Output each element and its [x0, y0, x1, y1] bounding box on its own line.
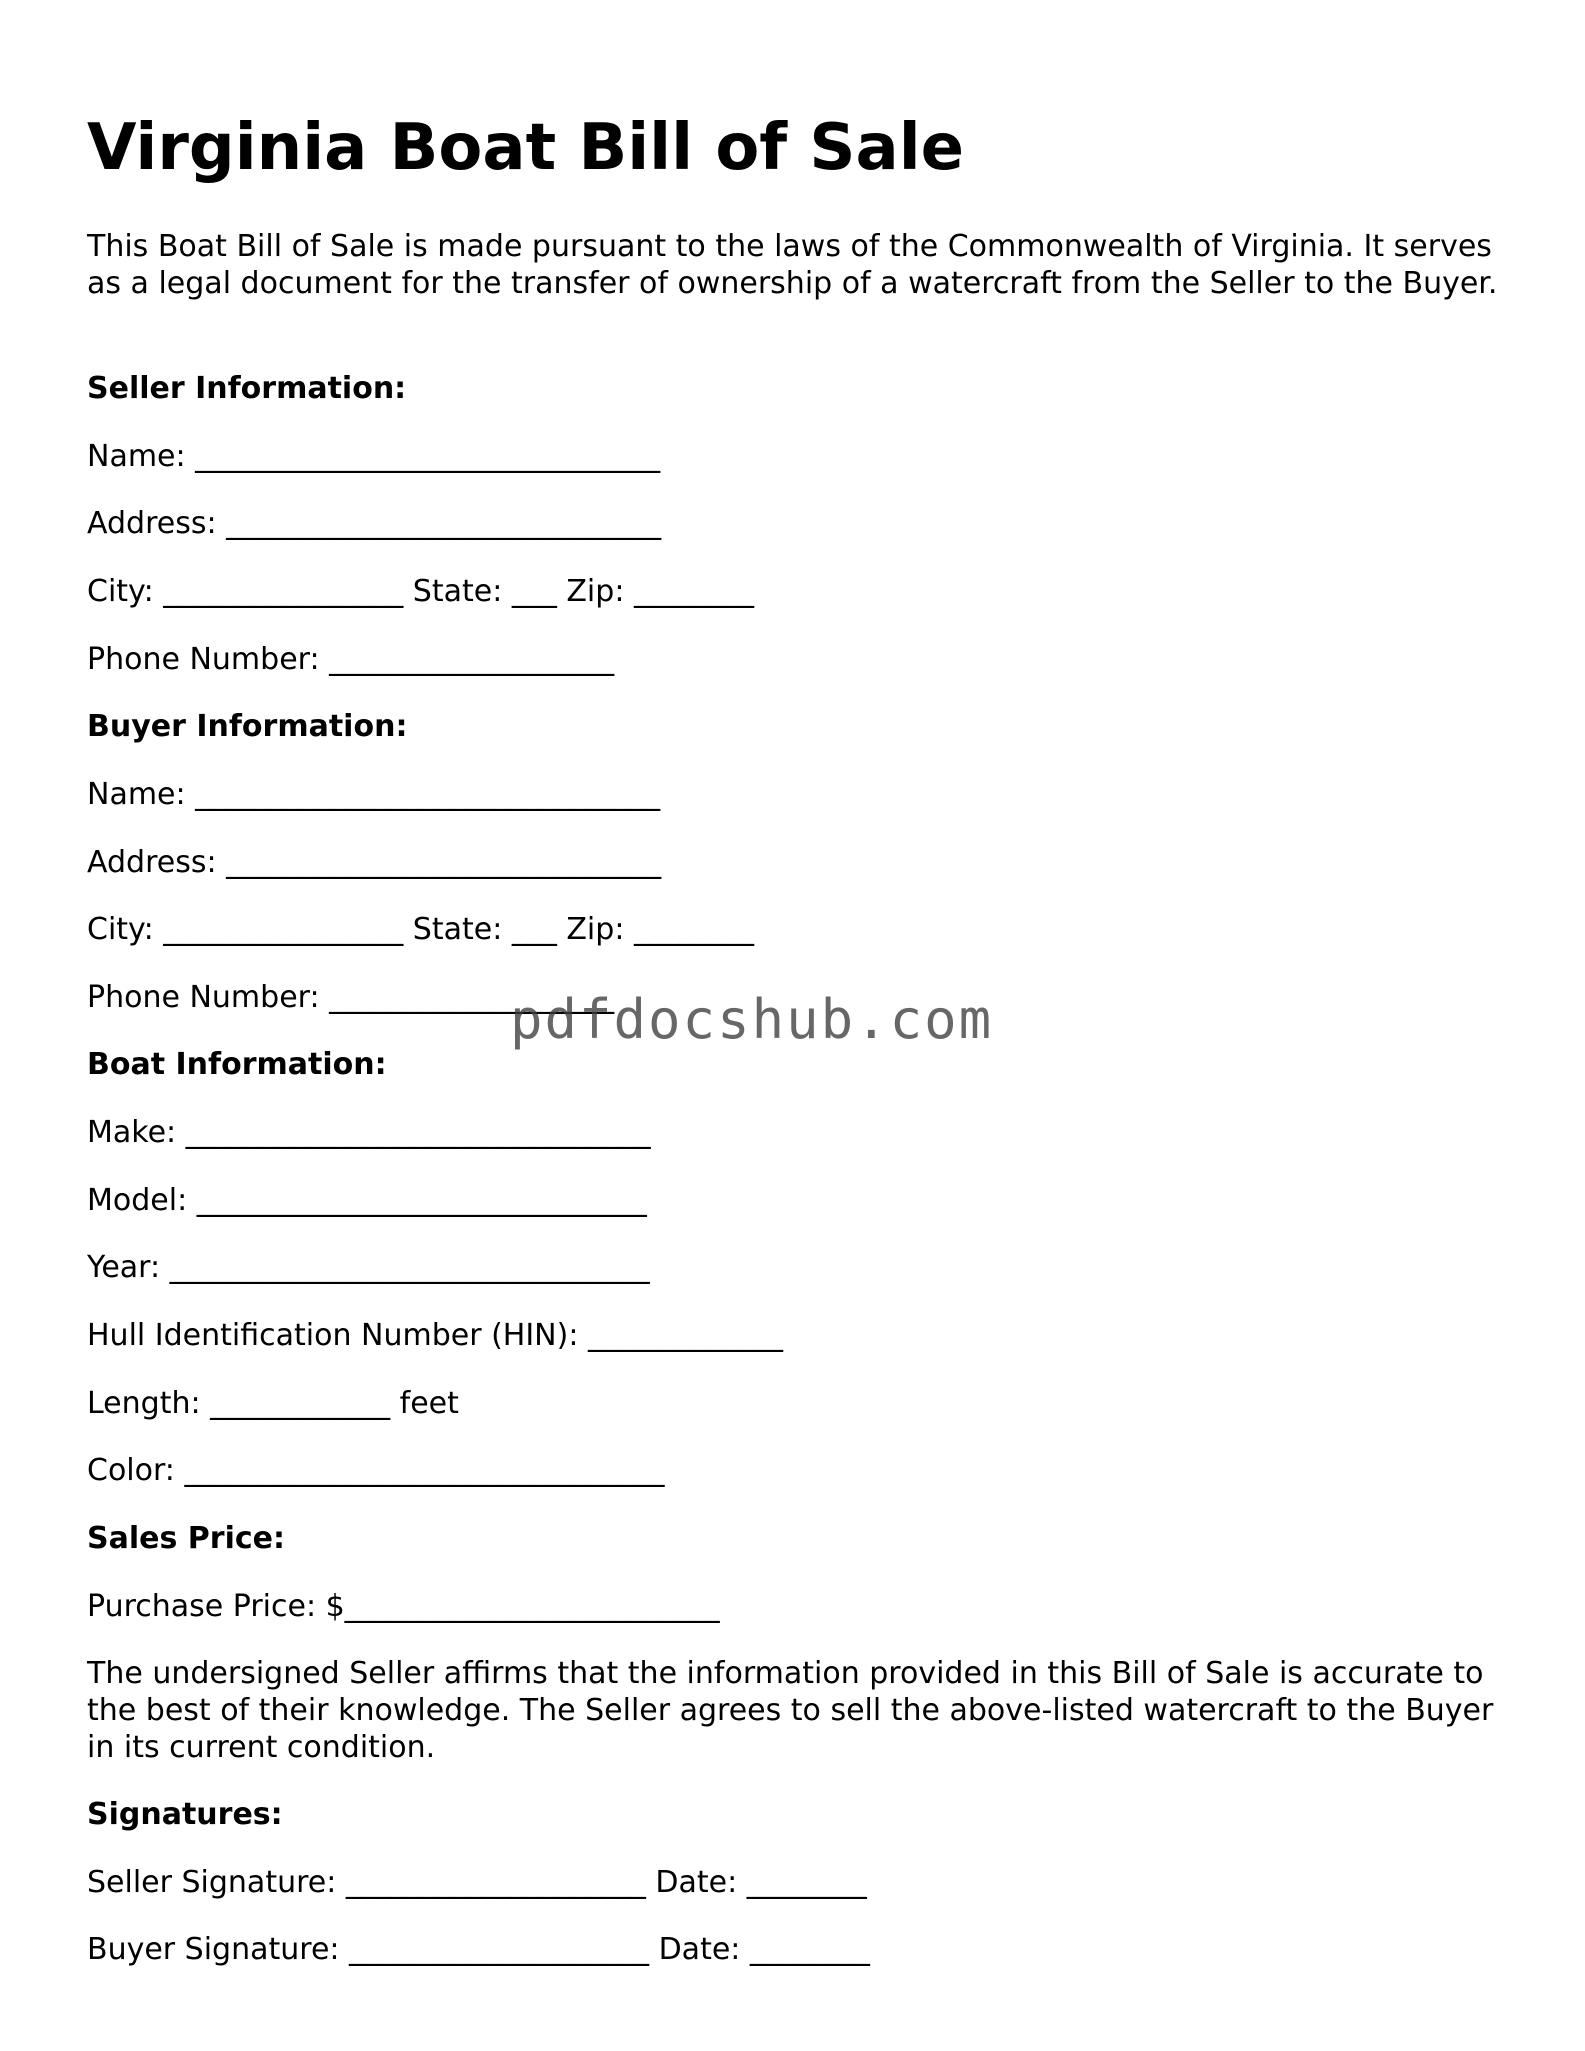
seller-name-field[interactable]: Name: _______________________________: [87, 439, 661, 474]
boat-length-field[interactable]: Length: ____________ feet: [87, 1386, 459, 1421]
seller-city-state-zip-field[interactable]: City: ________________ State: ___ Zip: ________: [87, 574, 754, 609]
buyer-name-field[interactable]: Name: _______________________________: [87, 777, 661, 812]
buyer-section-heading: Buyer Information:: [87, 709, 408, 744]
purchase-price-field[interactable]: Purchase Price: $_________________________: [87, 1589, 720, 1624]
seller-section-heading: Seller Information:: [87, 371, 407, 406]
buyer-address-field[interactable]: Address: _____________________________: [87, 845, 662, 880]
seller-address-field[interactable]: Address: _____________________________: [87, 506, 662, 541]
boat-hin-field[interactable]: Hull Identification Number (HIN): _____________: [87, 1318, 783, 1353]
buyer-signature-field[interactable]: Buyer Signature: ____________________ Date: ________: [87, 1932, 870, 1967]
boat-year-field[interactable]: Year: ________________________________: [87, 1250, 650, 1285]
intro-paragraph: This Boat Bill of Sale is made pursuant to the laws of the Commonwealth of Virginia. It serves as a legal document for the transfer of ownership of a watercraft from the Seller to the Buyer.: [87, 229, 1498, 301]
boat-section-heading: Boat Information:: [87, 1047, 387, 1082]
signatures-section-heading: Signatures:: [87, 1797, 283, 1832]
buyer-city-state-zip-field[interactable]: City: ________________ State: ___ Zip: ________: [87, 912, 754, 947]
seller-phone-field[interactable]: Phone Number: ___________________: [87, 642, 615, 677]
watermark: pdfdocshub.com: [510, 988, 994, 1051]
document-title: Virginia Boat Bill of Sale: [87, 111, 965, 185]
sales-section-heading: Sales Price:: [87, 1521, 285, 1556]
seller-signature-field[interactable]: Seller Signature: ____________________ Date: ________: [87, 1865, 867, 1900]
boat-make-field[interactable]: Make: _______________________________: [87, 1115, 651, 1150]
buyer-phone-field[interactable]: Phone Number: ___________________: [87, 980, 615, 1015]
boat-color-field[interactable]: Color: ________________________________: [87, 1453, 665, 1488]
boat-model-field[interactable]: Model: ______________________________: [87, 1183, 647, 1218]
affirmation-paragraph: The undersigned Seller affirms that the information provided in this Bill of Sale is accurate to the best of their knowledge. The Seller agrees to sell the above-listed watercraft to the Buyer in its current condition.: [87, 1656, 1494, 1765]
